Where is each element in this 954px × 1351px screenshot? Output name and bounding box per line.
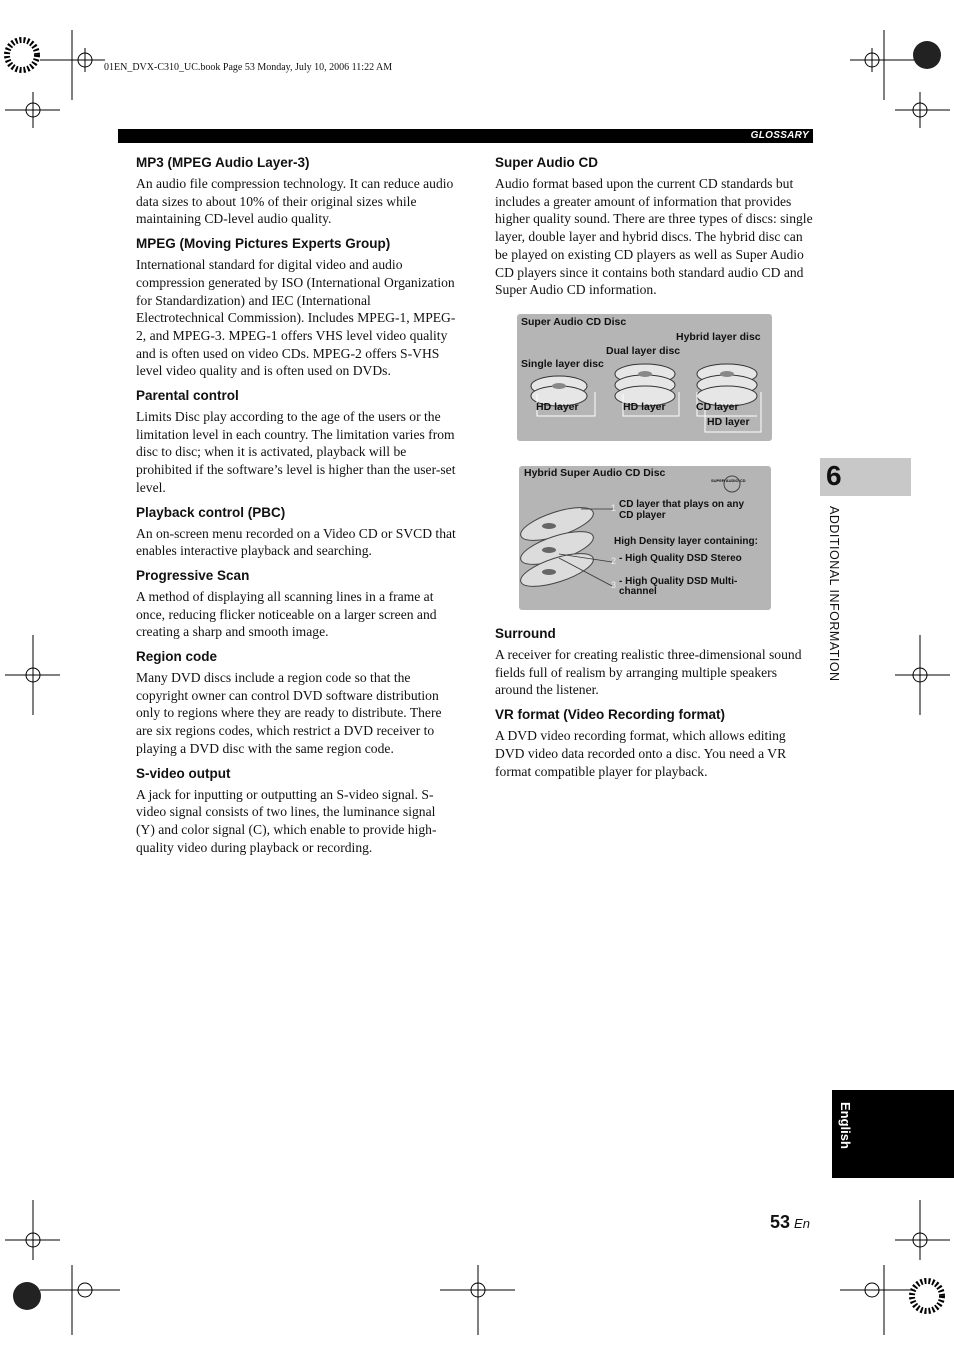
glossary-entry-parental-control [136,388,456,497]
term-heading: Playback control (PBC) [136,504,286,520]
sacd-disc-types-figure [517,314,772,441]
right-column [495,155,815,307]
hybrid-sacd-figure [519,466,771,610]
hybrid-layer-label: Hybrid layer disc [676,331,761,343]
hd-layer-label: HD layer [707,416,750,428]
hd-layer-label: HD layer [623,401,666,413]
chapter-number: 6 [826,460,842,491]
term-definition: Audio format based upon the current CD standards but includes a greater amount of information that provides higher quality sound. There are three types of discs: single layer, double layer and hybrid discs. The hybrid disc can be played on existing CD players as well as Super Audio CD players since it contains both standard audio CD and Super Audio CD information. [495,176,813,298]
glossary-entry-progressive-scan [136,568,456,641]
language-tab [832,1090,954,1178]
section-label: GLOSSARY [750,130,809,141]
page-number [770,1212,810,1233]
term-definition: A receiver for creating realistic three-dimensional sound fields full of realism by arranging multiple speakers around the listener. [495,647,802,698]
language-label: English [838,1102,853,1149]
cd-layer-label: CD layer [696,401,739,413]
cd-layer-line: CD player [619,510,666,521]
term-definition: International standard for digital video and audio compression generated by ISO (International Organization for Standardization) and IEC (International Electrotechnical Commission). Includes MPEG-1, MPEG-2, and MPEG-3. MPEG-1 offers VHS level video quality and is often used on video CDs. MPEG-2 offers S-VHS level video quality and is often used on DVDs. [136,257,456,379]
glossary-entry-mp3 [136,155,456,228]
single-layer-label: Single layer disc [521,358,604,370]
cd-layer-line: CD layer that plays on any [619,499,745,510]
glossary-entry-mpeg [136,236,456,380]
term-heading: Progressive Scan [136,567,250,583]
sacd-logo: SUPER AUDIO CD [711,478,746,483]
term-definition: An on-screen menu recorded on a Video CD or SVCD that enables interactive playback and searching. [136,525,456,559]
term-heading: VR format (Video Recording format) [495,707,726,723]
dsd-stereo-label: - High Quality DSD Stereo [619,553,742,564]
term-heading: Surround [495,626,556,641]
file-header: 01EN_DVX-C310_UC.book Page 53 Monday, July 10, 2006 11:22 AM [104,62,393,73]
term-heading: MP3 (MPEG Audio Layer-3) [136,155,310,170]
multichannel-line: channel [619,586,657,597]
glossary-entry-region-code [136,649,456,758]
multichannel-line: - High Quality DSD Multi- [619,576,738,587]
term-definition: A jack for inputting or outputting an S-video signal. S-video signal consists of two lines, the luminance signal (Y) and color signal (C), which enable to provide high-quality video during playback or recording. [136,786,437,855]
term-heading: Parental control [136,388,239,404]
cd-layer-description [619,499,744,521]
glossary-entry-sacd [495,155,815,299]
term-definition: A method of displaying all scanning lines in a frame at once, reducing flicker noticeable on a larger screen and creating a sharp and smooth image. [136,588,437,640]
term-definition: Many DVD discs include a region code so that the copyright owner can control DVD software distribution only to regions where they are ready to distribute. There are six regions codes, which restrict a DVD receiver to playing a DVD disc with the same region code. [136,670,442,756]
figure-title: Hybrid Super Audio CD Disc [524,467,666,479]
chapter-tab [820,458,911,496]
term-heading: S-video output [136,765,231,781]
figure-title: Super Audio CD Disc [521,316,627,328]
term-heading: Region code [136,649,218,665]
term-definition: Limits Disc play according to the age of the users or the limitation level in each country. The limitation varies from disc to disc; when it is activated, playback will be prohibited if the software’s level is higher than the user-set level. [136,409,456,495]
vertical-section-title: ADDITIONAL INFORMATION [827,506,841,682]
glossary-entry-surround [495,626,815,699]
page-language-suffix: En [794,1216,810,1231]
hd-layer-heading: High Density layer containing: [614,536,758,547]
callout-number: 2 [611,556,617,566]
glossary-entry-s-video [136,766,456,857]
term-heading: Super Audio CD [495,155,598,170]
section-band [118,129,813,143]
glossary-entry-vr-format [495,707,815,780]
term-heading: MPEG (Moving Pictures Experts Group) [136,236,391,252]
term-definition: A DVD video recording format, which allows editing DVD video data recorded onto a disc. You need a VR format compatible player for playback. [495,728,787,779]
left-column [136,155,456,864]
dsd-multichannel-label [619,577,737,597]
hd-layer-label: HD layer [536,401,579,413]
glossary-entry-pbc [136,505,456,560]
term-definition: An audio file compression technology. It can reduce audio data sizes to about 10% of their original sizes while maintaining CD-level audio quality. [136,176,454,227]
callout-number: 1 [611,503,617,513]
dual-layer-label: Dual layer disc [606,345,681,357]
callout-number: 3 [611,580,617,590]
right-column-lower [495,626,815,788]
page-number-value: 53 [770,1212,791,1232]
